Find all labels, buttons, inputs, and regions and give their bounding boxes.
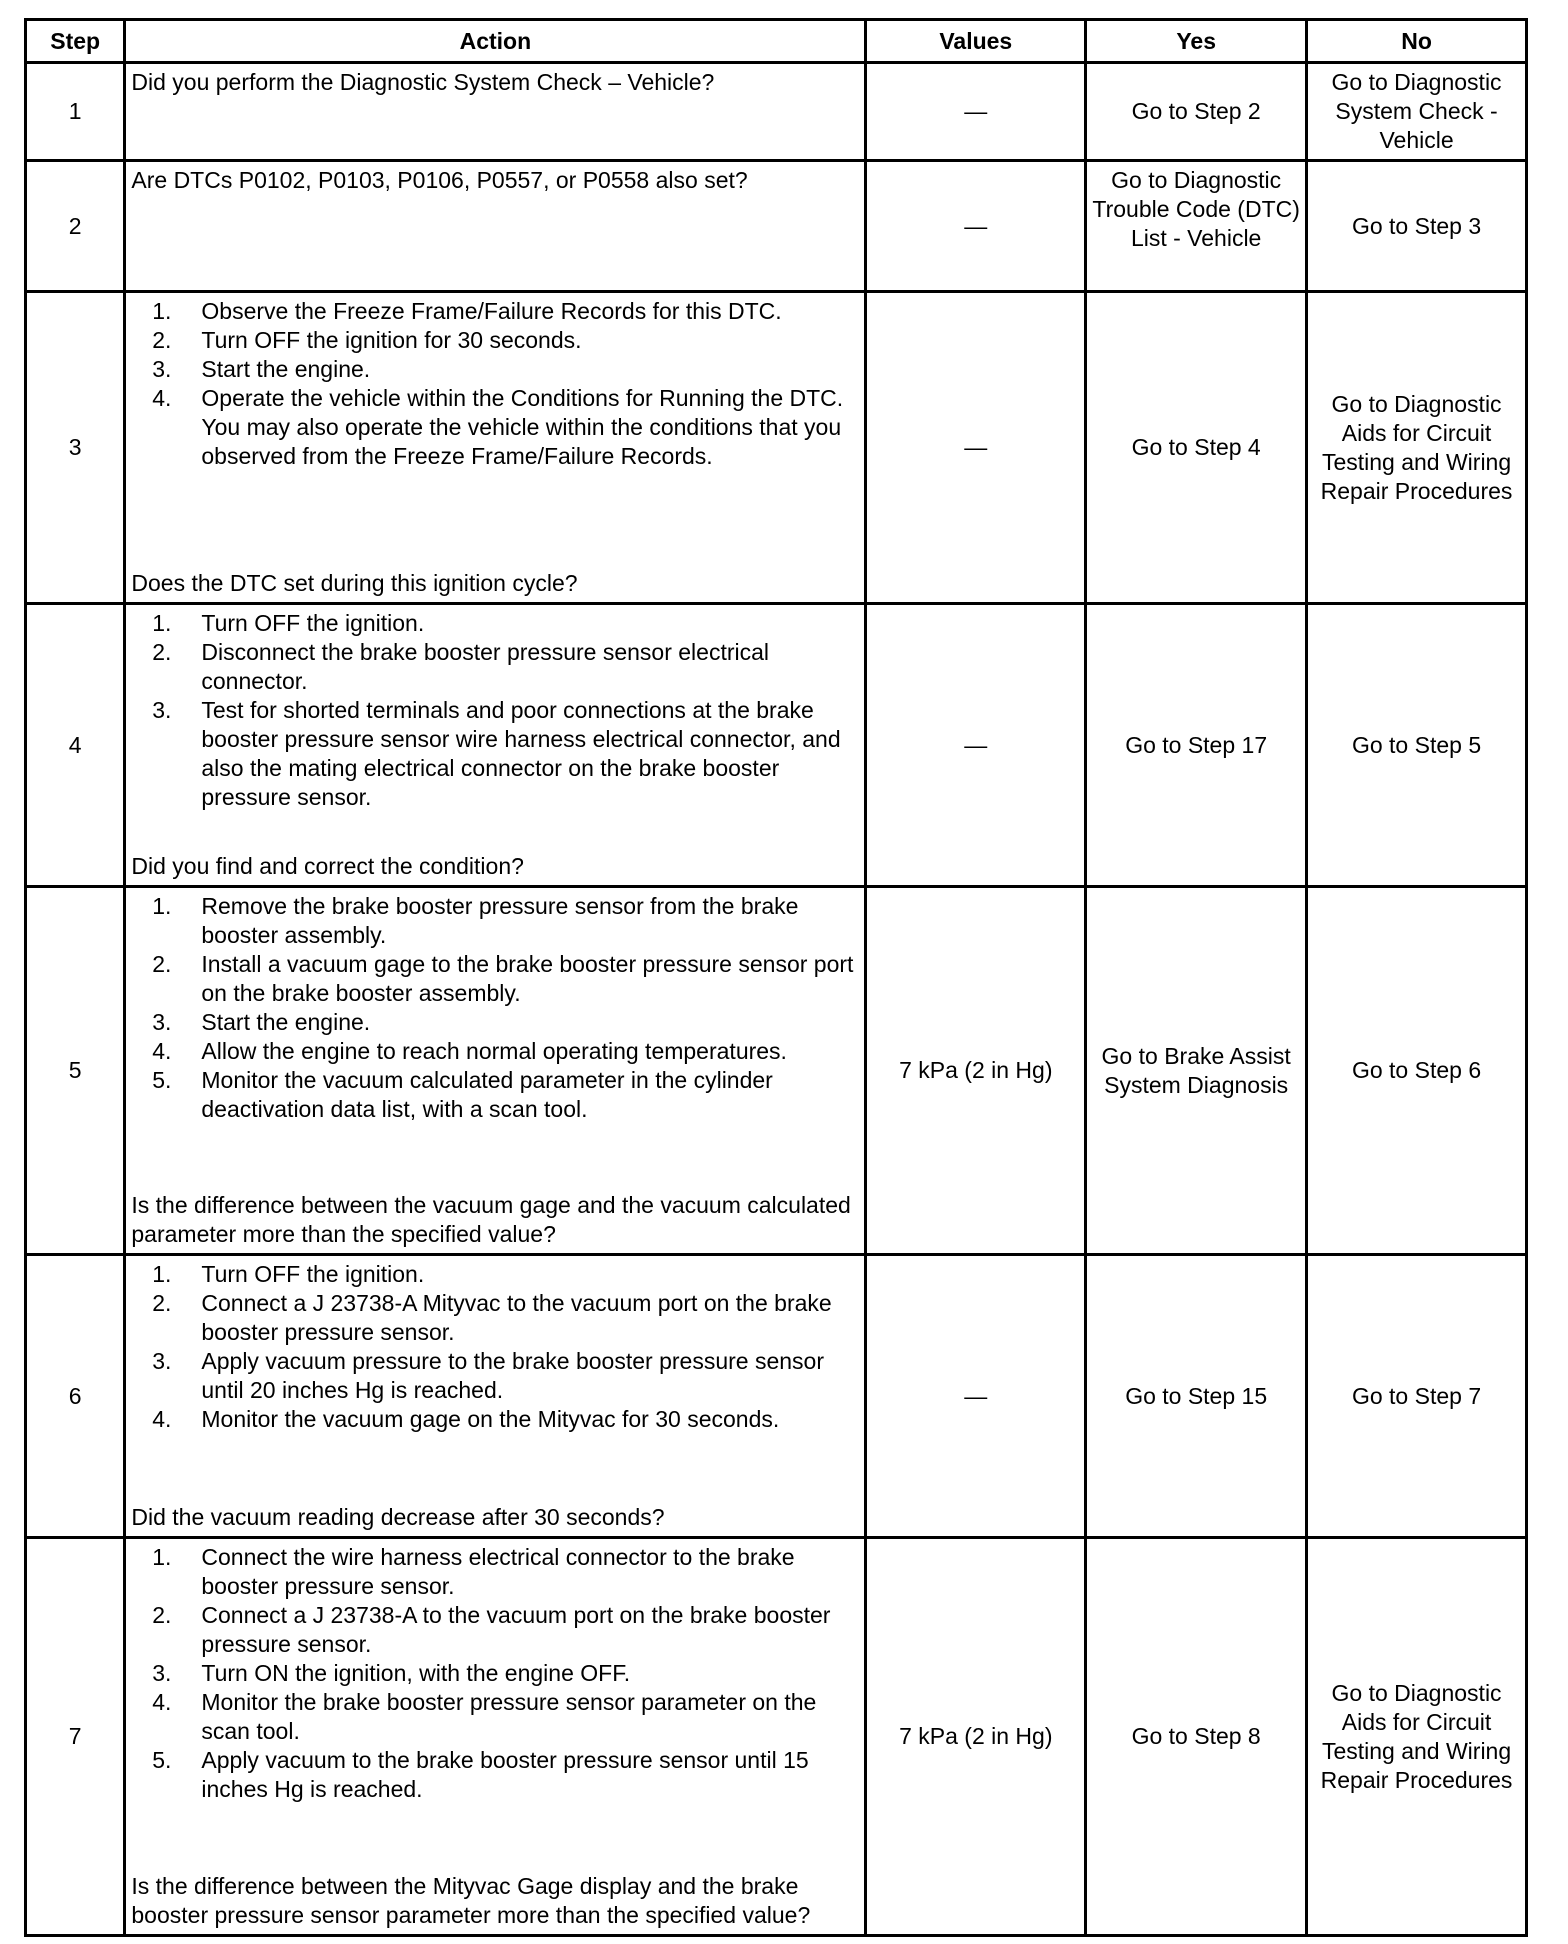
action-steps-list (131, 892, 860, 1124)
yes-action-link[interactable]: Go to Step 2 (1086, 63, 1307, 161)
action-step-text: Turn ON the ignition, with the engine OFF. (201, 1660, 631, 1686)
action-step-text: Connect a J 23738-A to the vacuum port on the brake booster pressure sensor. (201, 1602, 831, 1657)
table-row (26, 63, 1527, 161)
value-cell: — (866, 604, 1086, 887)
action-step-number: 3. (152, 697, 172, 723)
action-step-number: 1. (152, 893, 172, 919)
action-step-text: Remove the brake booster pressure sensor from the brake booster assembly. (201, 893, 799, 948)
action-step (131, 1405, 860, 1434)
yes-action-link[interactable]: Go to Step 17 (1086, 604, 1307, 887)
action-step (131, 355, 860, 384)
action-step-number: 4. (152, 385, 172, 411)
no-action-link[interactable]: Go to Diagnostic Aids for Circuit Testing and Wiring Repair Procedures (1307, 292, 1527, 604)
header-yes: Yes (1086, 20, 1307, 63)
action-step-number: 4. (152, 1038, 172, 1064)
action-step (131, 384, 860, 471)
action-step (131, 1659, 860, 1688)
action-question: Does the DTC set during this ignition cycle? (131, 570, 578, 596)
action-step-number: 2. (152, 1602, 172, 1628)
action-step-number: 4. (152, 1689, 172, 1715)
value-cell: 7 kPa (2 in Hg) (866, 887, 1086, 1255)
action-step-number: 2. (152, 639, 172, 665)
action-step-text: Turn OFF the ignition for 30 seconds. (201, 327, 582, 353)
action-step-text: Operate the vehicle within the Conditions for Running the DTC. You may also operate the vehicle within the conditions that you observed from the Freeze Frame/Failure Records. (201, 385, 844, 469)
table-row (26, 1538, 1527, 1936)
step-number: 2 (26, 161, 125, 292)
action-step-number: 4. (152, 1406, 172, 1432)
yes-action-link[interactable]: Go to Step 15 (1086, 1255, 1307, 1538)
step-number: 3 (26, 292, 125, 604)
action-step-number: 3. (152, 1660, 172, 1686)
value-cell: — (866, 1255, 1086, 1538)
action-cell (125, 887, 866, 1255)
action-step (131, 1601, 860, 1659)
action-step (131, 1260, 860, 1289)
action-cell (125, 1255, 866, 1538)
action-step-number: 1. (152, 610, 172, 636)
action-question: Are DTCs P0102, P0103, P0106, P0557, or P0558 also set? (131, 167, 748, 193)
header-values: Values (866, 20, 1086, 63)
no-action-link[interactable]: Go to Step 3 (1307, 161, 1527, 292)
table-row (26, 604, 1527, 887)
action-steps-list (131, 297, 860, 471)
yes-action-link[interactable]: Go to Step 4 (1086, 292, 1307, 604)
action-steps-list (131, 1260, 860, 1434)
action-step (131, 609, 860, 638)
table-row (26, 887, 1527, 1255)
action-step-text: Apply vacuum to the brake booster pressure sensor until 15 inches Hg is reached. (201, 1747, 809, 1802)
no-action-link[interactable]: Go to Step 7 (1307, 1255, 1527, 1538)
action-step (131, 1008, 860, 1037)
action-question: Did the vacuum reading decrease after 30 seconds? (131, 1504, 665, 1530)
value-cell: 7 kPa (2 in Hg) (866, 1538, 1086, 1936)
action-step (131, 1347, 860, 1405)
action-step-number: 1. (152, 298, 172, 324)
step-number: 5 (26, 887, 125, 1255)
step-number: 4 (26, 604, 125, 887)
action-step-text: Monitor the vacuum calculated parameter in the cylinder deactivation data list, with a scan tool. (201, 1067, 773, 1122)
action-step-text: Connect the wire harness electrical connector to the brake booster pressure sensor. (201, 1544, 795, 1599)
action-step-text: Start the engine. (201, 1009, 371, 1035)
header-step: Step (26, 20, 125, 63)
action-step-number: 1. (152, 1544, 172, 1570)
action-step-number: 2. (152, 327, 172, 353)
action-step-text: Apply vacuum pressure to the brake booster pressure sensor until 20 inches Hg is reached. (201, 1348, 824, 1403)
step-number: 6 (26, 1255, 125, 1538)
step-number: 1 (26, 63, 125, 161)
action-step-number: 3. (152, 1009, 172, 1035)
value-cell: — (866, 292, 1086, 604)
header-action: Action (125, 20, 866, 63)
step-number: 7 (26, 1538, 125, 1936)
action-step-text: Start the engine. (201, 356, 371, 382)
action-step (131, 1289, 860, 1347)
action-step (131, 1746, 860, 1804)
action-question: Is the difference between the Mityvac Gage display and the brake booster pressure sensor parameter more than the specified value? (131, 1873, 811, 1928)
action-step (131, 1037, 860, 1066)
action-step-text: Turn OFF the ignition. (201, 610, 425, 636)
action-cell (125, 604, 866, 887)
action-step-text: Install a vacuum gage to the brake booster pressure sensor port on the brake booster assembly. (201, 951, 854, 1006)
action-steps-list (131, 1543, 860, 1804)
action-step-number: 2. (152, 951, 172, 977)
action-step-number: 2. (152, 1290, 172, 1316)
action-step-text: Monitor the brake booster pressure sensor parameter on the scan tool. (201, 1689, 817, 1744)
action-step-number: 1. (152, 1261, 172, 1287)
table-row (26, 1255, 1527, 1538)
header-no: No (1307, 20, 1527, 63)
action-step (131, 1543, 860, 1601)
action-question: Did you find and correct the condition? (131, 853, 524, 879)
action-step-text: Connect a J 23738-A Mityvac to the vacuum port on the brake booster pressure sensor. (201, 1290, 832, 1345)
action-cell (125, 63, 866, 161)
action-step-number: 3. (152, 1348, 172, 1374)
header-row (26, 20, 1527, 63)
value-cell: — (866, 161, 1086, 292)
yes-action-link[interactable]: Go to Diagnostic Trouble Code (DTC) List - Vehicle (1086, 161, 1307, 292)
action-step (131, 1688, 860, 1746)
action-question: Is the difference between the vacuum gage and the vacuum calculated parameter more than the specified value? (131, 1192, 851, 1247)
table-row (26, 292, 1527, 604)
action-step-number: 3. (152, 356, 172, 382)
action-step-text: Disconnect the brake booster pressure sensor electrical connector. (201, 639, 770, 694)
action-cell (125, 292, 866, 604)
action-step-text: Observe the Freeze Frame/Failure Records for this DTC. (201, 298, 782, 324)
yes-action-link[interactable]: Go to Brake Assist System Diagnosis (1086, 887, 1307, 1255)
action-step-text: Monitor the vacuum gage on the Mityvac for 30 seconds. (201, 1406, 780, 1432)
action-step-number: 5. (152, 1067, 172, 1093)
value-cell: — (866, 63, 1086, 161)
action-question: Did you perform the Diagnostic System Check – Vehicle? (131, 69, 715, 95)
table-row (26, 161, 1527, 292)
action-step (131, 297, 860, 326)
action-step-text: Turn OFF the ignition. (201, 1261, 425, 1287)
action-steps-list (131, 609, 860, 812)
action-step (131, 950, 860, 1008)
diagnostic-table (24, 18, 1528, 1937)
action-step (131, 638, 860, 696)
action-step-number: 5. (152, 1747, 172, 1773)
action-step-text: Allow the engine to reach normal operating temperatures. (201, 1038, 787, 1064)
action-step (131, 892, 860, 950)
action-cell (125, 1538, 866, 1936)
no-action-link[interactable]: Go to Step 6 (1307, 887, 1527, 1255)
no-action-link[interactable]: Go to Step 5 (1307, 604, 1527, 887)
no-action-link[interactable]: Go to Diagnostic Aids for Circuit Testing and Wiring Repair Procedures (1307, 1538, 1527, 1936)
action-step-text: Test for shorted terminals and poor connections at the brake booster pressure sensor wire harness electrical connector, and also the mating electrical connector on the brake booster pressure sensor. (201, 697, 841, 810)
action-cell (125, 161, 866, 292)
action-step (131, 1066, 860, 1124)
action-step (131, 326, 860, 355)
action-step (131, 696, 860, 812)
yes-action-link[interactable]: Go to Step 8 (1086, 1538, 1307, 1936)
no-action-link[interactable]: Go to Diagnostic System Check - Vehicle (1307, 63, 1527, 161)
